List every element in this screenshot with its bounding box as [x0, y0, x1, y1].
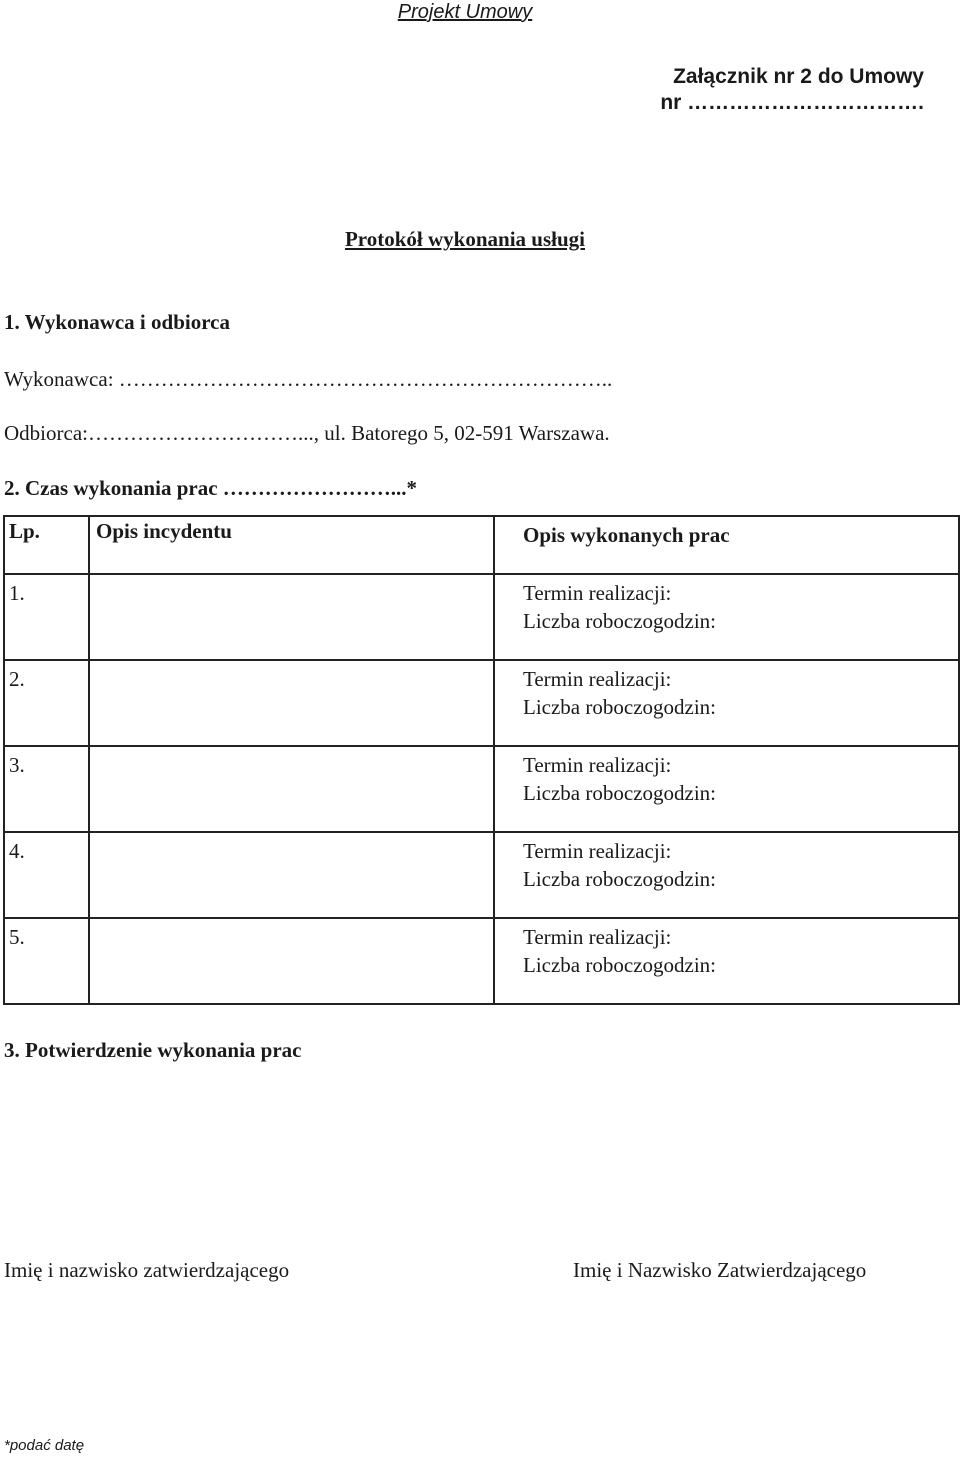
footnote: *podać datę [4, 1437, 85, 1454]
work-cell[interactable] [494, 574, 959, 660]
signature-label-left: Imię i nazwisko zatwierdzającego [4, 1258, 290, 1282]
recipient-value: …………………………..., ul. Batorego 5, 02-591 Warszawa. [87, 421, 610, 445]
work-cell[interactable] [494, 660, 959, 746]
contractor-label: Wykonawca: [4, 367, 114, 391]
row-number: 3. [4, 746, 89, 832]
recipient-label: Odbiorca: [4, 421, 88, 445]
term-label: Termin realizacji: [523, 581, 672, 605]
incident-cell[interactable] [89, 832, 494, 918]
section-2-heading [4, 475, 417, 501]
header-incident: Opis incydentu [89, 516, 494, 574]
table-header-row [4, 516, 959, 574]
row-number: 2. [4, 660, 89, 746]
table-row [4, 746, 959, 832]
hours-label: Liczba roboczogodzin: [523, 609, 716, 633]
hours-label: Liczba roboczogodzin: [523, 781, 716, 805]
table-row [4, 660, 959, 746]
row-number: 5. [4, 918, 89, 1004]
annex-number: nr ……………………………. [660, 91, 924, 114]
work-cell[interactable] [494, 832, 959, 918]
contractor-value[interactable]: …………………………………………………………….. [113, 367, 613, 391]
term-label: Termin realizacji: [523, 753, 672, 777]
works-table [3, 515, 960, 1005]
row-number: 4. [4, 832, 89, 918]
term-label: Termin realizacji: [523, 925, 672, 949]
hours-label: Liczba roboczogodzin: [523, 695, 716, 719]
project-label: Projekt Umowy [397, 1, 533, 23]
section-3-heading: 3. Potwierdzenie wykonania prac [4, 1038, 302, 1062]
incident-cell[interactable] [89, 660, 494, 746]
incident-cell[interactable] [89, 574, 494, 660]
document-title: Protokół wykonania usługi [344, 227, 585, 251]
incident-cell[interactable] [89, 746, 494, 832]
annex-title: Załącznik nr 2 do Umowy [673, 65, 924, 88]
hours-label: Liczba roboczogodzin: [523, 953, 716, 977]
section-1-heading: 1. Wykonawca i odbiorca [4, 310, 230, 334]
work-cell[interactable] [494, 918, 959, 1004]
section-2-label: 2. Czas wykonania prac [4, 476, 218, 500]
row-number: 1. [4, 574, 89, 660]
table-row [4, 832, 959, 918]
header-work: Opis wykonanych prac [494, 516, 959, 574]
term-label: Termin realizacji: [523, 839, 672, 863]
table-row [4, 918, 959, 1004]
table-row [4, 574, 959, 660]
recipient-line [4, 420, 610, 446]
term-label: Termin realizacji: [523, 667, 672, 691]
contractor-line [4, 366, 612, 392]
header-lp: Lp. [4, 516, 89, 574]
signature-label-right: Imię i Nazwisko Zatwierdzającego [573, 1258, 867, 1282]
incident-cell[interactable] [89, 918, 494, 1004]
hours-label: Liczba roboczogodzin: [523, 867, 716, 891]
work-cell[interactable] [494, 746, 959, 832]
work-time-value[interactable]: ……………………...* [222, 476, 418, 500]
